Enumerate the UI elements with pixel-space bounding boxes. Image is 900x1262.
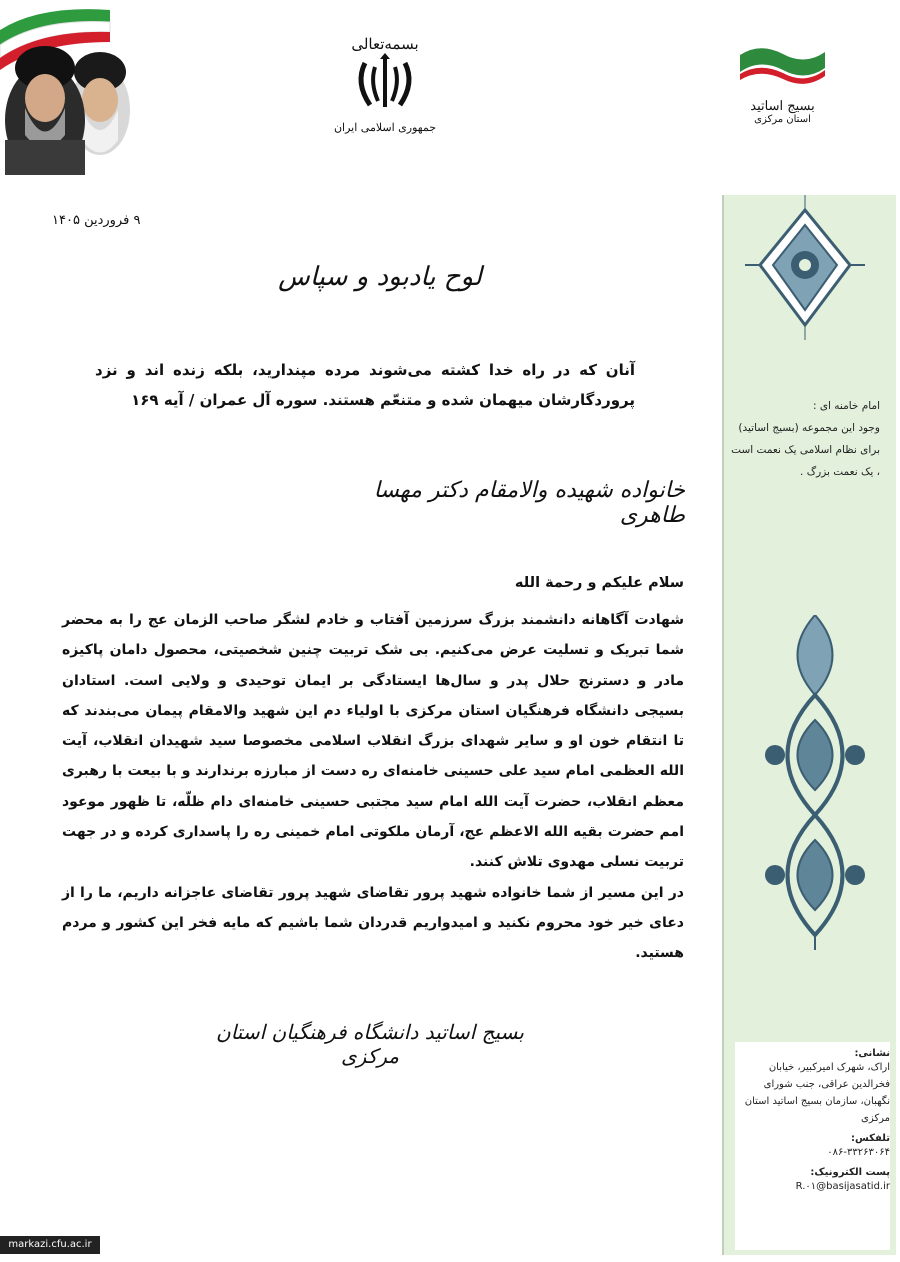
phone-label: تلفکس: xyxy=(851,1133,890,1144)
republic-text: جمهوری اسلامی ایران xyxy=(333,121,437,134)
letter-signature: بسیج اساتید دانشگاه فرهنگیان استان مرکزی xyxy=(216,1020,524,1068)
leader-quote xyxy=(730,395,880,483)
leaders-portraits xyxy=(0,0,140,175)
ornament-middle-icon xyxy=(755,615,875,950)
body-paragraph: در این مسیر از شما خانواده شهید پرور تقاضای شهید پرور تقاضای عاجزانه داریم، ما را از دعای خیر خود محروم نکنید و امیدواریم قدردان شما باشیم که مایه فخر این کشور و مردم هستید. xyxy=(62,884,684,962)
iran-emblem xyxy=(330,35,440,160)
quote-author: امام خامنه ای : xyxy=(812,400,880,412)
body-paragraph: شهادت آگاهانه دانشمند بزرگ سرزمین آفتاب و خادم لشگر صاحب الزمان عج را به محضر شما تبریک و تسلیت عرض می‌کنیم. بی شک تربیت چنین شخصیتی، محصول دامان پاکیزه مادر و دسترنج حلال پدر و سال‌ها ایستادگی بر ایمان توحیدی و ولایی است. استادان بسیجی دانشگاه فرهنگیان استان مرکزی با اولیاء دم این شهید والامقام پیمان می‌بندند که تا انتقام خون او و سایر شهدای بزرگ انقلاب اسلامی مخصوصا سید شهیدان انقلاب، آیت الله العظمی امام سید علی حسینی خامنه‌ای ره دست از مبارزه برندارند و با بیعت با رهبری معظم انقلاب، حضرت آیت الله امام سید مجتبی حسینی خامنه‌ای دام ظلّه، تا ظهور موعود امم حضرت بقیه الله الاعظم عج، آرمان ملکوتی امام خمینی ره را پاسداری کرده و در جهت تربیت نسلی مهدوی تلاش کنند. xyxy=(62,612,684,871)
letter-recipient: خانواده شهیده والامقام دکتر مهسا طاهری xyxy=(373,478,685,528)
letter-body xyxy=(62,605,684,969)
contact-box xyxy=(735,1042,890,1250)
quote-text: وجود این مجموعه (بسیج اساتید) برای نظام اسلامی یک نعمت است ، یک نعمت بزرگ . xyxy=(731,422,880,478)
phone-number: ۰۸۶-۳۳۲۶۳۰۶۴ xyxy=(827,1147,890,1158)
logo-ribbon-icon xyxy=(735,40,830,95)
basmala-text: بسمه‌تعالی xyxy=(351,35,419,53)
quran-verse: آنان که در راه خدا کشته می‌شوند مرده مپندارید، بلکه زنده اند و نزد پروردگارشان میهمان شده و متنعّم هستند. سوره آل عمران / آیه ۱۶۹ xyxy=(95,361,635,409)
letter-title: لوح یادبود و سپاس xyxy=(278,262,482,292)
address-label: نشانی: xyxy=(854,1048,890,1059)
letter-date: ۹ فروردین ۱۴۰۵ xyxy=(52,213,141,228)
email-address: R.۰۱@basijasatid.ir xyxy=(795,1181,890,1192)
site-watermark: markazi.cfu.ac.ir xyxy=(0,1236,100,1254)
ornament-top-icon xyxy=(745,195,865,340)
letter-greeting: سلام علیکم و رحمة الله xyxy=(514,575,684,591)
basij-logo xyxy=(735,40,830,155)
logo-name: بسیج اساتید xyxy=(750,99,815,114)
address-text: اراک، شهرک امیرکبیر، خیابان فخرالدین عراقی، جنب شورای نگهبان، سازمان بسیج اساتید استان مرکزی xyxy=(744,1062,890,1124)
logo-subtitle: استان مرکزی xyxy=(754,114,811,125)
emblem-icon xyxy=(350,53,420,113)
email-label: پست الکترونیک: xyxy=(810,1167,890,1178)
